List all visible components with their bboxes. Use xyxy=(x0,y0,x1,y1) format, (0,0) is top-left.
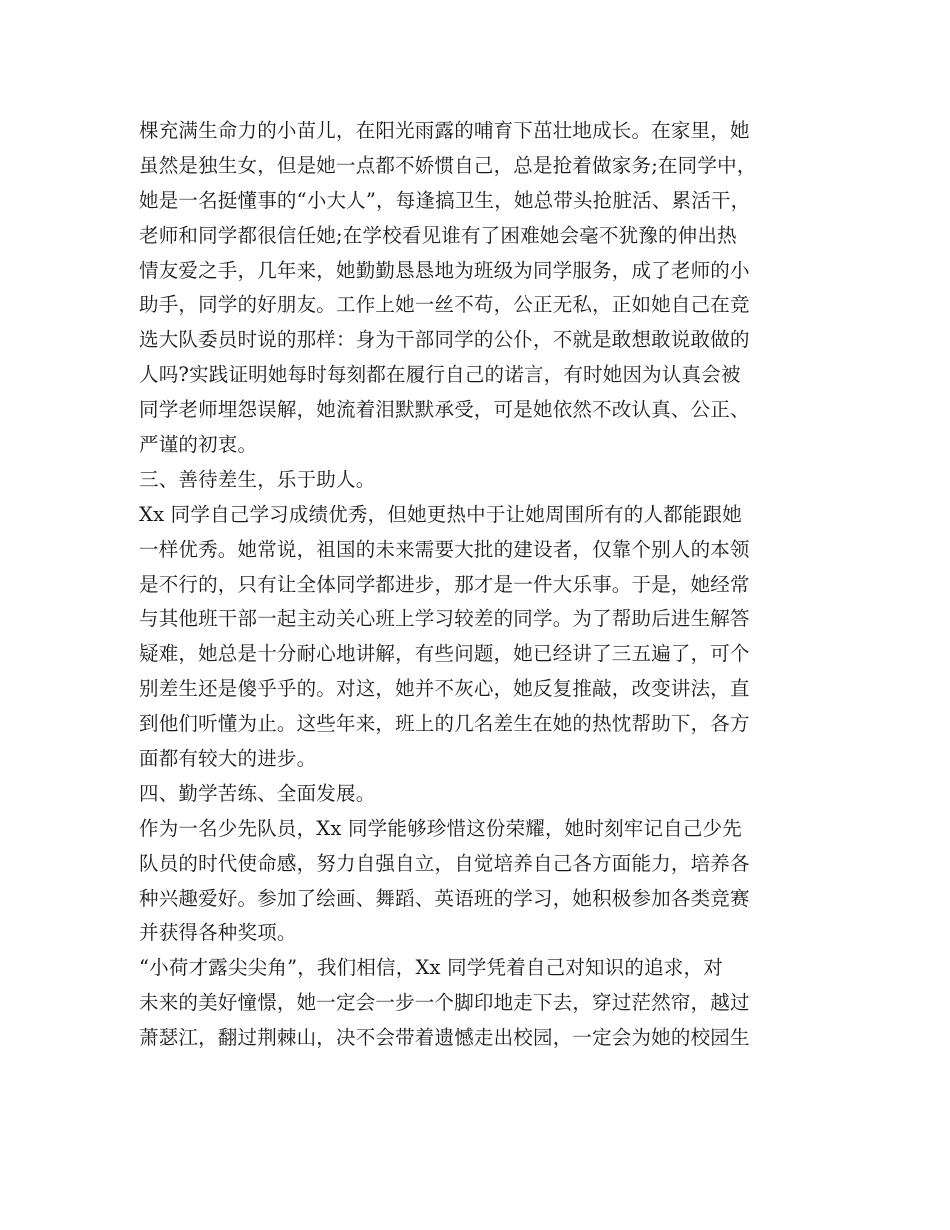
text-line: Xx 同学自己学习成绩优秀，但她更热中于让她周围所有的人都能跟她 xyxy=(139,502,742,526)
text-line: 她是一名挺懂事的“小大人”，每逢搞卫生，她总带头抢脏活、累活干， xyxy=(139,188,751,212)
document-body xyxy=(139,114,829,1056)
text-line: 棵充满生命力的小苗儿，在阳光雨露的哺育下茁壮地成长。在家里，她 xyxy=(139,119,750,142)
text-line: 一样优秀。她常说，祖国的未来需要大批的建设者，仅靠个别人的本领 xyxy=(139,537,750,561)
text-line: 虽然是独生女，但是她一点都不娇惯自己，总是抢着做家务;在同学中， xyxy=(139,153,757,177)
section-heading: 四、勤学苦练、全面发展。 xyxy=(139,781,376,805)
text-line: 选大队委员时说的那样：身为干部同学的公仆，不就是敢想敢说敢做的 xyxy=(139,328,750,352)
text-line: 未来的美好憧憬，她一定会一步一个脚印地走下去，穿过茫然帘，越过 xyxy=(139,991,750,1015)
text-line: 到他们听懂为止。这些年来，班上的几名差生在她的热忱帮助下，各方 xyxy=(139,712,750,736)
section-heading: 三、善待差生，乐于助人。 xyxy=(139,467,376,491)
text-line: “小荷才露尖尖角”，我们相信，Xx 同学凭着自己对知识的追求，对 xyxy=(139,956,723,980)
text-line: 别差生还是傻乎乎的。对这，她并不灰心，她反复推敲，改变讲法，直 xyxy=(139,677,750,701)
text-line: 助手，同学的好朋友。工作上她一丝不苟，公正无私，正如她自己在竞 xyxy=(139,293,750,317)
text-line: 严谨的初衷。 xyxy=(139,433,258,457)
text-line: 是不行的，只有让全体同学都进步，那才是一件大乐事。于是，她经常 xyxy=(139,572,750,596)
text-line: 作为一名少先队员，Xx 同学能够珍惜这份荣耀，她时刻牢记自己少先 xyxy=(139,816,742,840)
text-line: 疑难，她总是十分耐心地讲解，有些问题，她已经讲了三五遍了，可个 xyxy=(139,642,750,666)
text-line: 老师和同学都很信任她;在学校看见谁有了困难她会毫不犹豫的伸出热 xyxy=(139,223,737,247)
text-line: 萧瑟江，翻过荆棘山，决不会带着遗憾走出校园，一定会为她的校园生 xyxy=(139,1026,750,1050)
text-line: 并获得各种奖项。 xyxy=(139,921,297,945)
text-line: 队员的时代使命感，努力自强自立，自觉培养自己各方面能力，培养各 xyxy=(139,851,750,875)
text-line: 面都有较大的进步。 xyxy=(139,747,317,771)
text-line: 人吗?实践证明她每时每刻都在履行自己的诺言，有时她因为认真会被 xyxy=(139,363,741,387)
text-line: 种兴趣爱好。参加了绘画、舞蹈、英语班的学习，她积极参加各类竞赛 xyxy=(139,886,750,910)
text-line: 与其他班干部一起主动关心班上学习较差的同学。为了帮助后进生解答 xyxy=(139,607,750,631)
text-line: 同学老师埋怨误解，她流着泪默默承受，可是她依然不改认真、公正、 xyxy=(139,398,750,422)
text-line: 情友爱之手，几年来，她勤勤恳恳地为班级为同学服务，成了老师的小 xyxy=(139,258,750,282)
